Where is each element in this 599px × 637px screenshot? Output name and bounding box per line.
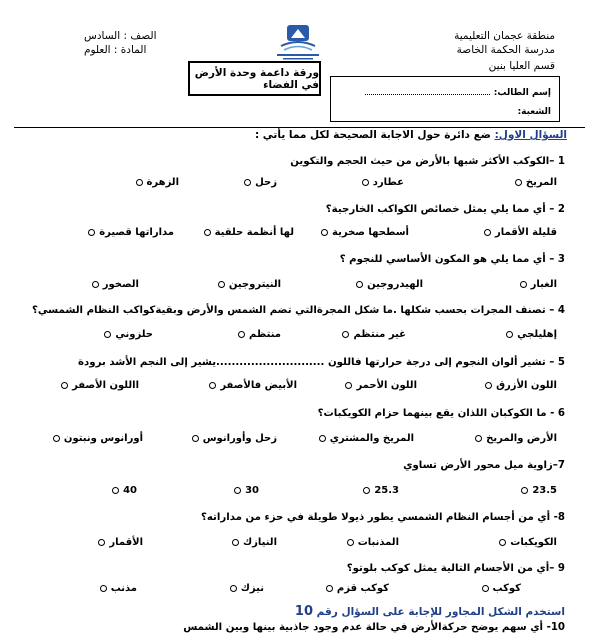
q8-option-a-label: الكويكبات — [510, 537, 557, 548]
q3-option-a-label: الغبار — [530, 279, 557, 290]
q7-option-d-label: 40 — [123, 485, 137, 496]
student-name-line[interactable] — [365, 86, 490, 95]
answer-circle-icon[interactable] — [98, 539, 105, 546]
answer-circle-icon[interactable] — [520, 281, 527, 288]
answer-circle-icon[interactable] — [363, 487, 370, 494]
q3-option-c-label: النيتروجين — [228, 279, 281, 290]
question-1: 1 –الكوكب الأكثر شبها بالأرض من حيث الحجم والتكوين — [290, 156, 565, 167]
q2-option-b[interactable] — [321, 227, 409, 238]
q7-option-b-label: 25.3 — [374, 485, 399, 496]
q5-option-d-label: االلون الأصفر — [72, 380, 139, 391]
q4-option-c[interactable] — [238, 329, 281, 340]
section1-heading — [255, 129, 567, 141]
question-8: 8- أي من أجسام النظام الشمسي يطور ذيولا طويلة في حزء من مداراته؟ — [200, 512, 565, 523]
answer-circle-icon[interactable] — [104, 331, 111, 338]
answer-circle-icon[interactable] — [238, 331, 245, 338]
answer-circle-icon[interactable] — [319, 435, 326, 442]
answer-circle-icon[interactable] — [347, 539, 354, 546]
q6-option-d[interactable] — [53, 433, 143, 444]
q2-option-d-label: مداراتها قصيرة — [99, 227, 174, 238]
answer-circle-icon[interactable] — [230, 585, 237, 592]
answer-circle-icon[interactable] — [475, 435, 482, 442]
q7-option-a-label: 23.5 — [532, 485, 557, 496]
answer-circle-icon[interactable] — [136, 179, 143, 186]
answer-circle-icon[interactable] — [112, 487, 119, 494]
q5-option-b[interactable] — [345, 380, 417, 391]
answer-circle-icon[interactable] — [521, 487, 528, 494]
answer-circle-icon[interactable] — [218, 281, 225, 288]
q8-option-b-label: المذنبات — [357, 537, 399, 548]
q6-option-a[interactable] — [475, 433, 557, 444]
answer-circle-icon[interactable] — [485, 382, 492, 389]
answer-circle-icon[interactable] — [506, 331, 513, 338]
student-name-label: إسم الطالب: — [493, 88, 551, 98]
q1-option-a[interactable] — [515, 177, 557, 188]
q7-option-c-label: 30 — [245, 485, 259, 496]
q4-option-d-label: حلزوني — [115, 329, 153, 340]
question-2: 2 – أي مما يلي يمثل خصائص الكواكب الخارجية؟ — [325, 204, 565, 215]
header-district: منطقة عجمان التعليمية — [454, 30, 555, 42]
q10-intro-number: 10 — [294, 604, 313, 619]
q3-option-a[interactable] — [520, 279, 557, 290]
student-section-row[interactable] — [518, 107, 551, 117]
q3-option-d-label: الصخور — [102, 279, 139, 290]
q7-option-a[interactable] — [521, 485, 557, 496]
q4-option-b-label: غير منتظم — [353, 329, 406, 340]
q8-option-c[interactable] — [232, 537, 277, 548]
divider-line — [14, 127, 585, 128]
q6-option-c-label: زحل وأورانوس — [202, 433, 277, 444]
q4-option-b[interactable] — [342, 329, 406, 340]
q2-option-a-label: قليلة الأقمار — [495, 227, 557, 238]
answer-circle-icon[interactable] — [100, 585, 107, 592]
section1-instruction: ضع دائرة حول الاجابة الصحيحة لكل مما يأتي : — [254, 129, 495, 141]
q9-option-c-label: نيزك — [240, 583, 264, 594]
q9-option-a-label: كوكب — [492, 583, 521, 594]
q1-option-b-label: عطارد — [372, 177, 404, 188]
student-name-row[interactable] — [365, 86, 551, 98]
header-department: قسم العليا بنين — [488, 60, 555, 72]
answer-circle-icon[interactable] — [499, 539, 506, 546]
q9-option-b-label: كوكب قزم — [336, 583, 389, 594]
answer-circle-icon[interactable] — [232, 539, 239, 546]
q8-option-d-label: الأقمار — [109, 537, 143, 548]
q3-option-d[interactable] — [92, 279, 139, 290]
answer-circle-icon[interactable] — [61, 382, 68, 389]
q5-option-b-label: اللون الأحمر — [356, 380, 417, 391]
q6-option-b[interactable] — [319, 433, 414, 444]
question-4: 4 – تصنف المجرات بحسب شكلها .ما شكل المجرةالتي تضم الشمس والأرض وبقيةكواكب النظام الشمسي؟ — [31, 305, 565, 316]
answer-circle-icon[interactable] — [209, 382, 216, 389]
question-7: 7–زاوية ميل محور الأرض تساوي — [403, 460, 565, 471]
worksheet-title — [188, 61, 321, 96]
q9-option-d-label: مذنب — [110, 583, 137, 594]
q6-option-b-label: المريخ والمشتري — [329, 433, 414, 444]
q6-option-a-label: الأرض والمريخ — [486, 433, 557, 444]
q4-option-a[interactable] — [506, 329, 557, 340]
answer-circle-icon[interactable] — [204, 229, 211, 236]
answer-circle-icon[interactable] — [244, 179, 251, 186]
q9-option-b[interactable] — [326, 583, 389, 594]
q5-option-a[interactable] — [485, 380, 557, 391]
q4-option-c-label: منتظم — [249, 329, 281, 340]
header-subject: المادة : العلوم — [84, 44, 147, 56]
answer-circle-icon[interactable] — [88, 229, 95, 236]
q5-option-c-label: الأبيض فالأصفر — [220, 380, 297, 391]
q1-option-c[interactable] — [244, 177, 277, 188]
q1-option-d[interactable] — [136, 177, 179, 188]
q3-option-c[interactable] — [218, 279, 281, 290]
q2-option-a[interactable] — [484, 227, 557, 238]
answer-circle-icon[interactable] — [234, 487, 241, 494]
q1-option-d-label: الزهرة — [146, 177, 179, 188]
q8-option-d[interactable] — [98, 537, 143, 548]
q2-option-c[interactable] — [204, 227, 294, 238]
question-6: 6 - ما الكوكبان اللذان يقع بينهما حزام الكويكبات؟ — [317, 408, 565, 419]
q6-option-c[interactable] — [192, 433, 277, 444]
q2-option-d[interactable] — [88, 227, 174, 238]
answer-circle-icon[interactable] — [53, 435, 60, 442]
answer-circle-icon[interactable] — [482, 585, 489, 592]
question-9: 9 –أي من الأجسام التالية يمثل كوكب بلوتو؟ — [346, 563, 565, 574]
answer-circle-icon[interactable] — [192, 435, 199, 442]
answer-circle-icon[interactable] — [326, 585, 333, 592]
header-school: مدرسة الحكمة الخاصة — [456, 44, 555, 56]
answer-circle-icon[interactable] — [321, 229, 328, 236]
q3-option-b-label: الهيدروجين — [367, 279, 423, 290]
q7-option-d[interactable] — [112, 485, 137, 496]
q5-option-c[interactable] — [209, 380, 297, 391]
question-3: 3 – أي مما يلي هو المكون الأساسي للنجوم ؟ — [339, 254, 565, 265]
worksheet-title-text: ورقة داعمة وحدة الأرض في الفضاء — [194, 66, 319, 91]
answer-circle-icon[interactable] — [484, 229, 491, 236]
question-10: 10- أي سهم يوضح حركةالأرض في حالة عدم وجود جاذبية بينها وبين الشمس — [183, 622, 565, 633]
q7-option-c[interactable] — [234, 485, 259, 496]
q6-option-d-label: أورانوس ونبتون — [63, 433, 143, 444]
q5-option-d[interactable] — [61, 380, 139, 391]
q8-option-b[interactable] — [347, 537, 399, 548]
q5-option-a-label: اللون الأزرق — [496, 380, 557, 391]
school-crest-icon — [267, 22, 329, 62]
q9-option-d[interactable] — [100, 583, 137, 594]
q7-option-b[interactable] — [363, 485, 399, 496]
student-info-box — [330, 76, 560, 122]
q4-option-d[interactable] — [104, 329, 153, 340]
q9-option-a[interactable] — [482, 583, 522, 594]
q1-option-b[interactable] — [362, 177, 404, 188]
answer-circle-icon[interactable] — [345, 382, 352, 389]
q3-option-b[interactable] — [356, 279, 423, 290]
answer-circle-icon[interactable] — [92, 281, 99, 288]
answer-circle-icon[interactable] — [356, 281, 363, 288]
q2-option-c-label: لها أنظمة حلقية — [214, 227, 294, 238]
q8-option-c-label: النيازك — [242, 537, 277, 548]
student-section-label: الشعبة: — [517, 107, 551, 117]
header-grade: الصف : السادس — [84, 30, 157, 42]
q10-intro — [295, 604, 565, 619]
answer-circle-icon[interactable] — [342, 331, 349, 338]
answer-circle-icon[interactable] — [515, 179, 522, 186]
q9-option-c[interactable] — [230, 583, 264, 594]
section1-prefix: السؤال الاول: — [494, 129, 567, 141]
q8-option-a[interactable] — [499, 537, 557, 548]
q4-option-a-label: إهليلجي — [517, 329, 557, 340]
q2-option-b-label: أسطحها صخرية — [332, 227, 409, 238]
q1-option-c-label: زحل — [255, 177, 277, 188]
answer-circle-icon[interactable] — [362, 179, 369, 186]
q1-option-a-label: المريخ — [525, 177, 557, 188]
question-5: 5 – تشير ألوان النجوم إلى درجة حرارتها فاللون ............................يشير إلى النجم الأشد برودة — [78, 357, 565, 368]
q10-intro-text: استخدم الشكل المجاور للإجابة على السؤال رقم — [316, 606, 565, 618]
